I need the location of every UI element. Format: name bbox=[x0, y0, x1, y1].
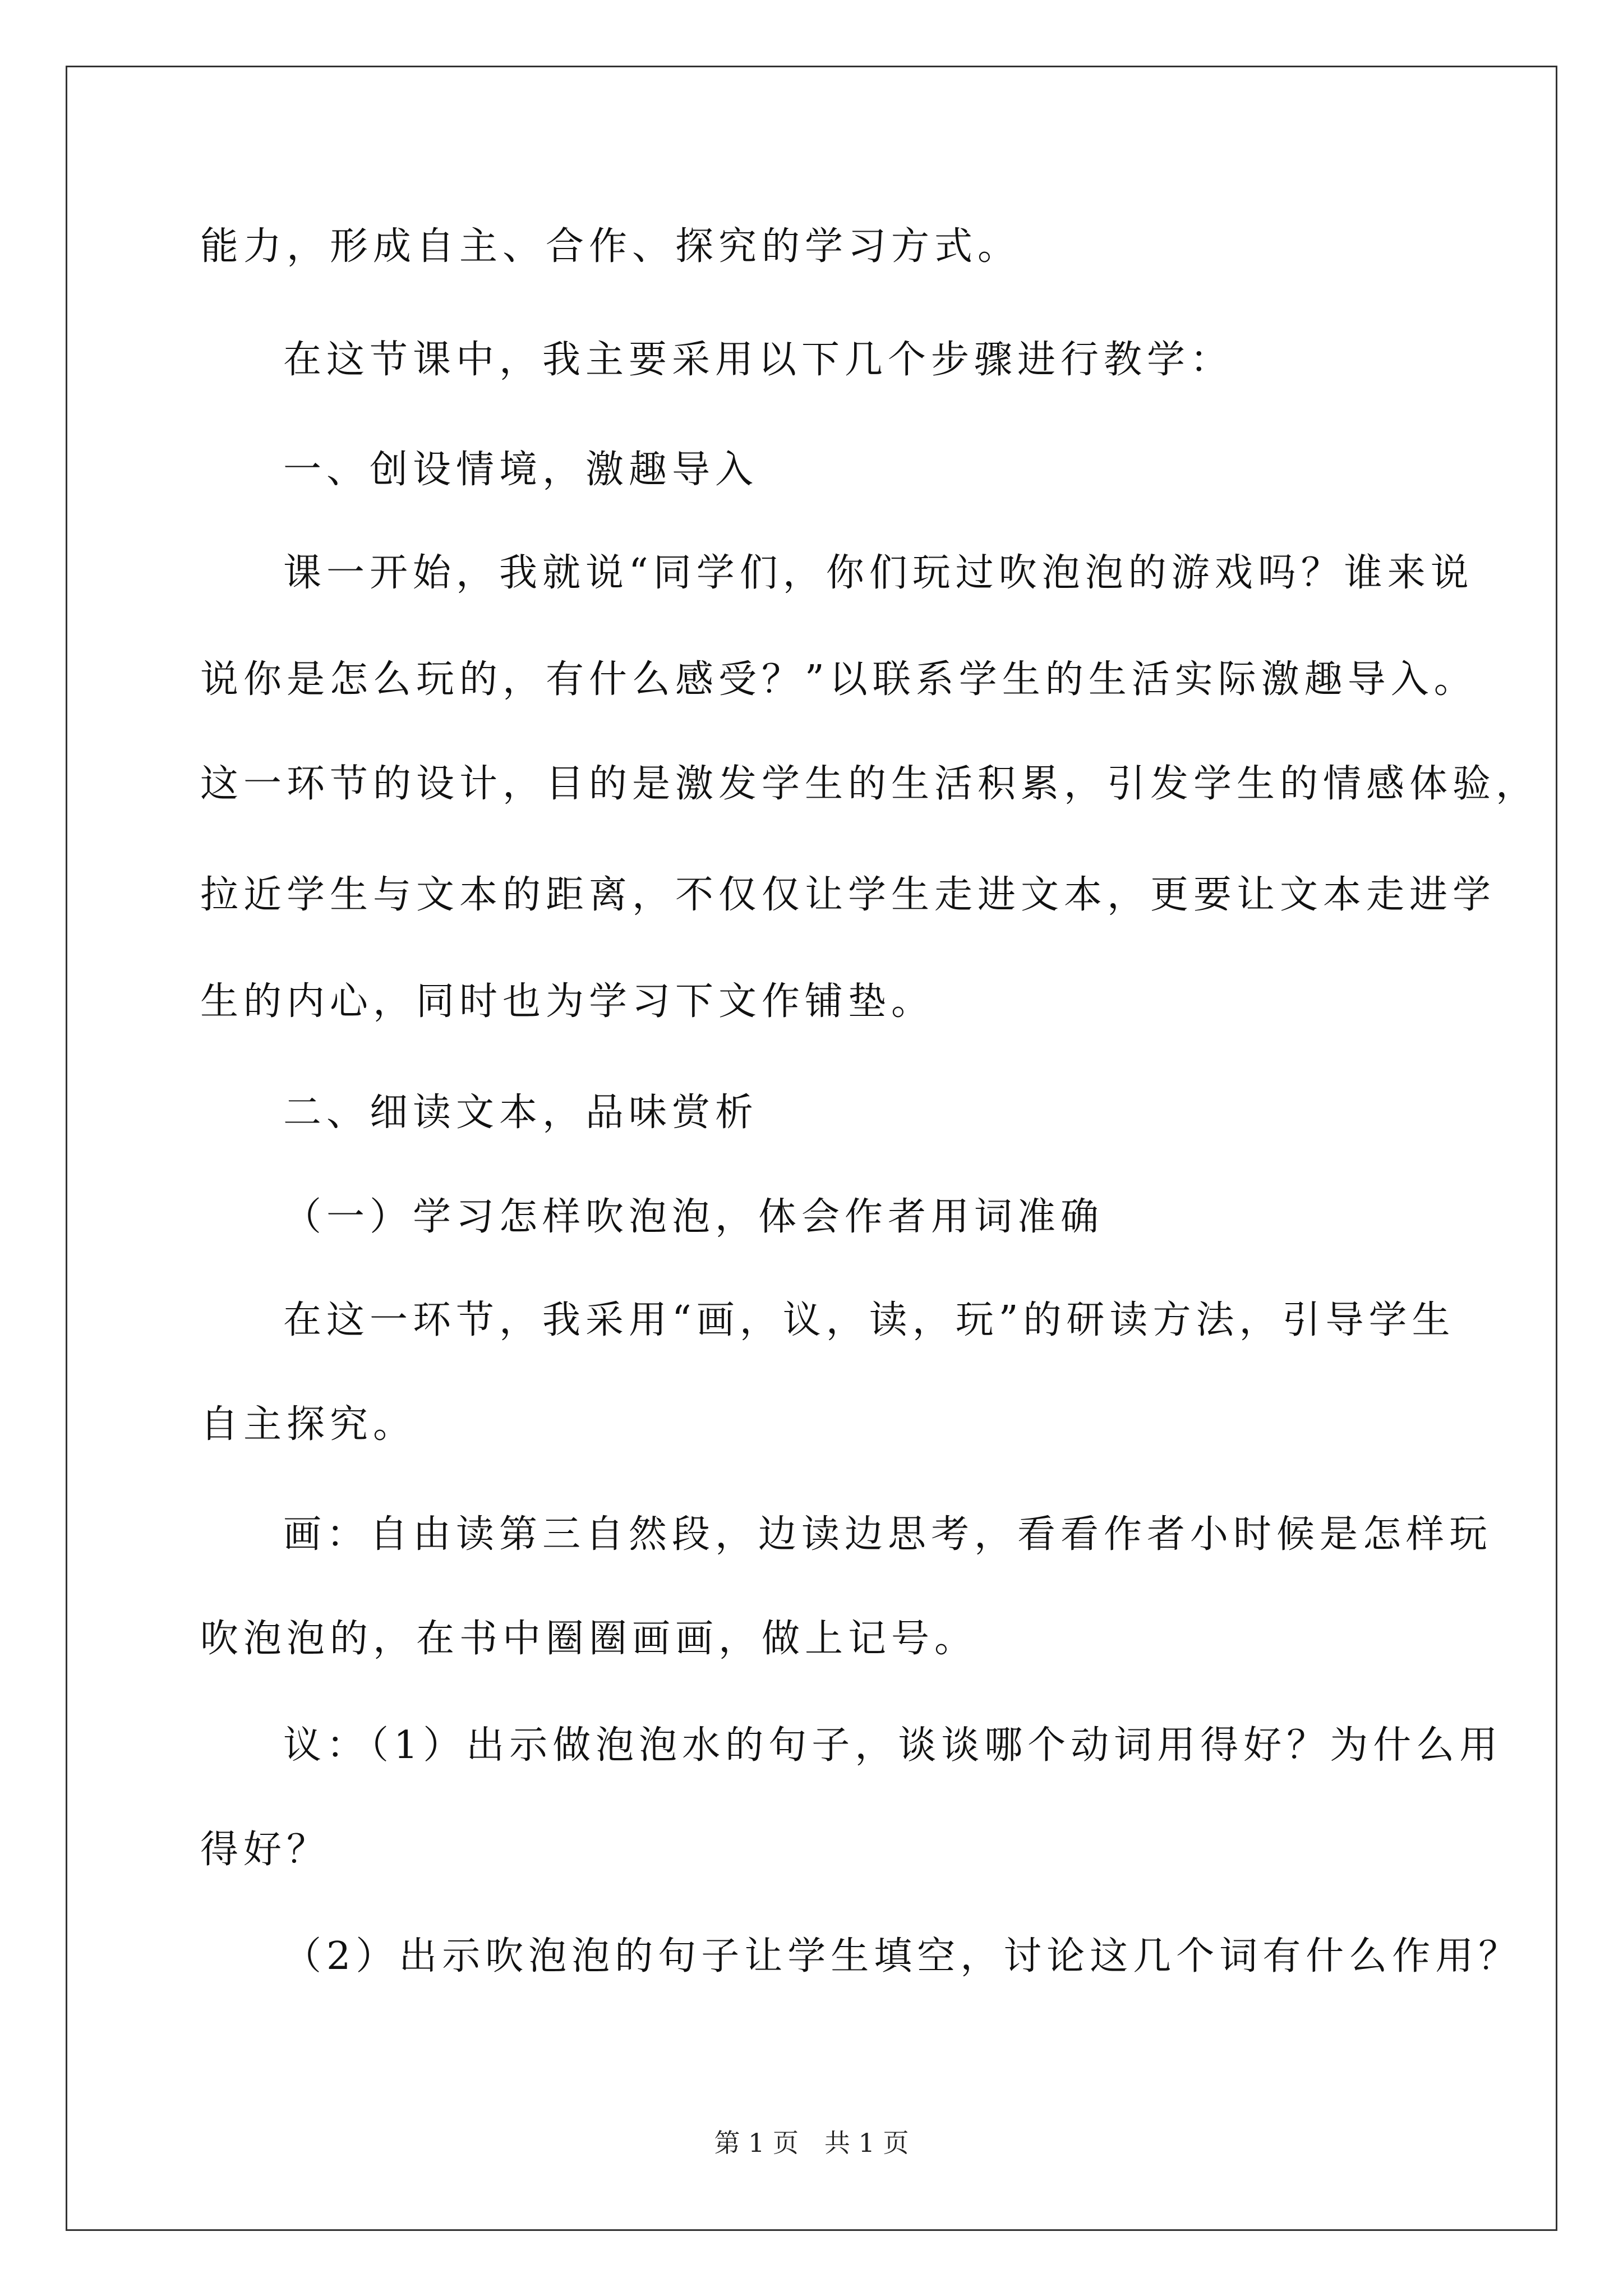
text-line: 吹泡泡的，在书中圈圈画画，做上记号。 bbox=[200, 1617, 978, 1661]
section-heading: 二、细读文本，品味赏析 bbox=[283, 1091, 759, 1135]
text-line: 这一环节的设计，目的是激发学生的生活积累，引发学生的情感体验， bbox=[200, 762, 1539, 806]
text-line: 得好？ bbox=[200, 1828, 330, 1872]
page-number: 第 1 页 共 1 页 bbox=[714, 2128, 909, 2158]
text-line: 画：自由读第三自然段，边读边思考，看看作者小时候是怎样玩 bbox=[283, 1512, 1493, 1557]
text-line: 生的内心，同时也为学习下文作铺垫。 bbox=[200, 979, 935, 1024]
text-line: 议：（1）出示做泡泡水的句子，谈谈哪个动词用得好？为什么用 bbox=[283, 1723, 1503, 1768]
text-line: 拉近学生与文本的距离，不仅仅让学生走进文本，更要让文本走进学 bbox=[200, 873, 1496, 917]
text-line: 在这节课中，我主要采用以下几个步骤进行教学： bbox=[283, 338, 1234, 382]
subsection-heading: （一）学习怎样吹泡泡，体会作者用词准确 bbox=[283, 1195, 1104, 1239]
text-line: （2）出示吹泡泡的句子让学生填空，讨论这几个词有什么作用？ bbox=[283, 1934, 1522, 1978]
page-border bbox=[66, 66, 1557, 2231]
text-line: 课一开始，我就说“同学们，你们玩过吹泡泡的游戏吗？谁来说 bbox=[283, 551, 1474, 595]
text-line: 自主探究。 bbox=[200, 1402, 417, 1447]
text-line: 在这一环节，我采用“画，议，读，玩”的研读方法，引导学生 bbox=[283, 1298, 1455, 1342]
section-heading: 一、创设情境，激趣导入 bbox=[283, 448, 759, 492]
text-line: 能力，形成自主、合作、探究的学习方式。 bbox=[200, 224, 1021, 269]
text-line: 说你是怎么玩的，有什么感受？”以联系学生的生活实际激趣导入。 bbox=[200, 657, 1477, 702]
